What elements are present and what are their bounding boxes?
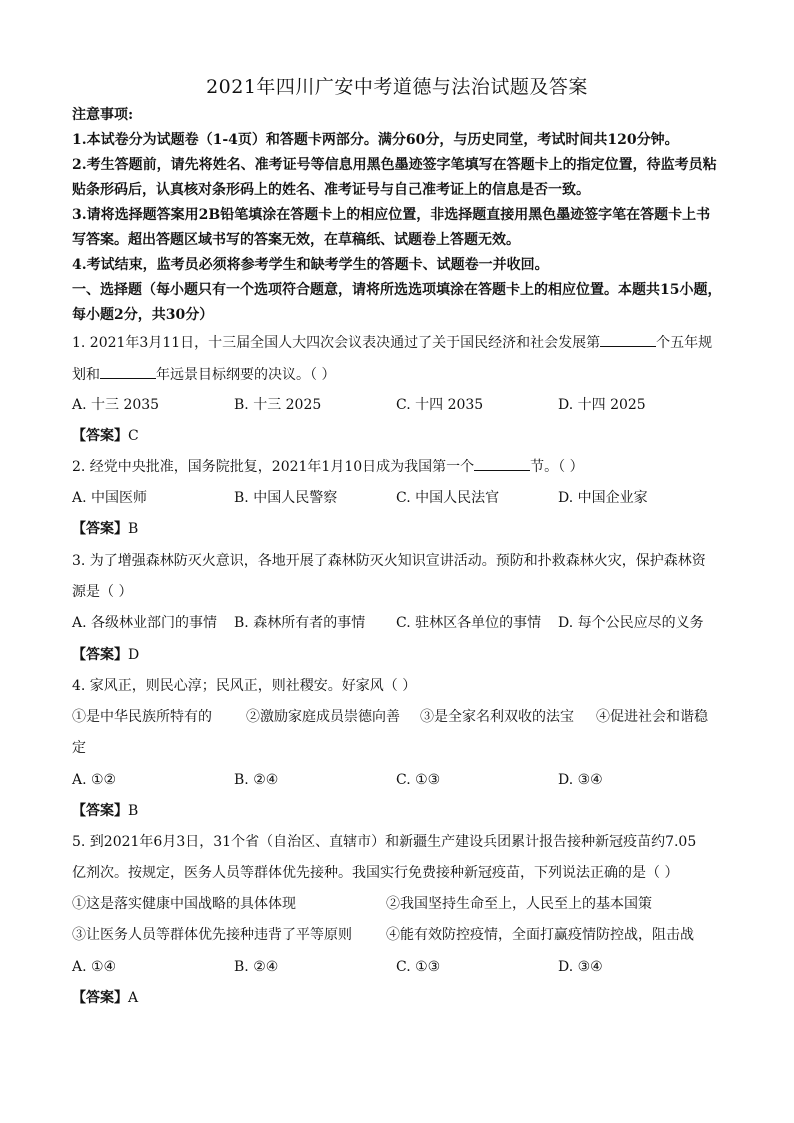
notice-item-2: 2.考生答题前，请先将姓名、准考证号等信息用黑色墨迹签字笔填写在答题卡上的指定位置，待监考员粘 bbox=[72, 157, 717, 173]
question-2-option-b: B. 中国人民警察 bbox=[234, 490, 338, 506]
question-3-option-b: B. 森林所有者的事情 bbox=[234, 615, 366, 631]
question-5-statement-4: ④能有效防控疫情，全面打赢疫情防控战，阻击战 bbox=[386, 927, 694, 943]
question-2-stem bbox=[72, 458, 584, 476]
answer-value: B bbox=[128, 803, 139, 819]
question-2-text-a: 2. 经党中央批准，国务院批复，2021年1月10日成为我国第一个 bbox=[72, 459, 475, 475]
question-2-answer bbox=[72, 520, 138, 538]
question-1-text-b: 个五年规 bbox=[656, 335, 713, 351]
question-5-option-a: A. ①④ bbox=[72, 959, 117, 975]
question-4-statement-4: ④促进社会和谐稳 bbox=[596, 709, 708, 725]
answer-value: C bbox=[128, 428, 139, 444]
question-2-option-d: D. 中国企业家 bbox=[558, 490, 648, 506]
answer-label: 【答案】 bbox=[72, 428, 128, 444]
question-4-option-b: B. ②④ bbox=[234, 772, 279, 788]
question-4-statement-1: ①是中华民族所特有的 bbox=[72, 709, 212, 725]
question-4-stem-tail: 定 bbox=[72, 740, 86, 756]
question-5-answer bbox=[72, 989, 138, 1007]
section-heading-line1: 一、选择题（每小题只有一个选项符合题意，请将所选选项填涂在答题卡上的相应位置。本题共15小题， bbox=[72, 282, 722, 298]
question-3-stem-line2: 源是（ ） bbox=[72, 584, 133, 600]
answer-label: 【答案】 bbox=[72, 647, 128, 663]
fill-blank bbox=[600, 334, 656, 347]
question-2-text-b: 节。（ ） bbox=[530, 459, 584, 475]
notice-item-3-cont: 写答案。超出答题区域书写的答案无效，在草稿纸、试题卷上答题无效。 bbox=[72, 232, 520, 248]
question-5-stem-line2: 亿剂次。按规定，医务人员等群体优先接种。我国实行免费接种新冠疫苗，下列说法正确的是（ ） bbox=[72, 865, 679, 881]
question-4-option-c: C. ①③ bbox=[396, 772, 441, 788]
question-5-stem-line1: 5. 到2021年6月3日，31个省（自治区、直辖市）和新疆生产建设兵团累计报告接种新冠疫苗约7.05 bbox=[72, 834, 697, 850]
question-5-statement-2: ②我国坚持生命至上，人民至上的基本国策 bbox=[386, 896, 652, 912]
question-1-option-c: C. 十四 2035 bbox=[396, 397, 484, 413]
question-1-option-a: A. 十三 2035 bbox=[72, 397, 160, 413]
question-5-option-b: B. ②④ bbox=[234, 959, 279, 975]
notice-item-2-cont: 贴条形码后，认真核对条形码上的姓名、准考证号与自己准考证上的信息是否一致。 bbox=[72, 182, 590, 198]
answer-label: 【答案】 bbox=[72, 521, 128, 537]
question-4-statement-3: ③是全家名利双收的法宝 bbox=[420, 709, 574, 725]
question-4-stem: 4. 家风正，则民心淳；民风正，则社稷安。好家风（ ） bbox=[72, 678, 417, 694]
answer-value: A bbox=[128, 990, 139, 1006]
question-3-stem-line1: 3. 为了增强森林防灭火意识，各地开展了森林防灭火知识宣讲活动。预防和扑救森林火灾，保护森林资 bbox=[72, 553, 706, 569]
answer-label: 【答案】 bbox=[72, 803, 128, 819]
question-5-option-d: D. ③④ bbox=[558, 959, 603, 975]
question-4-option-a: A. ①② bbox=[72, 772, 117, 788]
question-1-stem-line1 bbox=[72, 334, 712, 352]
question-4-answer bbox=[72, 802, 138, 820]
fill-blank bbox=[100, 366, 156, 379]
question-4-option-d: D. ③④ bbox=[558, 772, 603, 788]
question-3-option-d: D. 每个公民应尽的义务 bbox=[558, 615, 704, 631]
notice-item-3: 3.请将选择题答案用2B铅笔填涂在答题卡上的相应位置，非选择题直接用黑色墨迹签字笔在答题卡上书 bbox=[72, 207, 711, 223]
notice-item-1: 1.本试卷分为试题卷（1-4页）和答题卡两部分。满分60分，与历史同堂，考试时间共120分钟。 bbox=[72, 132, 679, 148]
question-1-option-b: B. 十三 2025 bbox=[234, 397, 322, 413]
question-3-answer bbox=[72, 646, 139, 664]
question-5-statement-3: ③让医务人员等群体优先接种违背了平等原则 bbox=[72, 927, 352, 943]
question-4-statement-2: ②激励家庭成员崇德向善 bbox=[246, 709, 400, 725]
question-5-option-c: C. ①③ bbox=[396, 959, 441, 975]
question-5-statement-1: ①这是落实健康中国战略的具体体现 bbox=[72, 896, 296, 912]
question-2-option-a: A. 中国医师 bbox=[72, 490, 148, 506]
answer-label: 【答案】 bbox=[72, 990, 128, 1006]
notice-heading: 注意事项: bbox=[72, 107, 134, 123]
question-1-text-a: 1. 2021年3月11日，十三届全国人大四次会议表决通过了关于国民经济和社会发展第 bbox=[72, 335, 601, 351]
question-3-option-c: C. 驻林区各单位的事情 bbox=[396, 615, 542, 631]
question-2-option-c: C. 中国人民法官 bbox=[396, 490, 500, 506]
question-1-text-c: 划和 bbox=[72, 367, 100, 383]
question-1-answer bbox=[72, 427, 139, 445]
notice-item-4: 4.考试结束，监考员必须将参考学生和缺考学生的答题卡、试题卷一并收回。 bbox=[72, 257, 549, 273]
question-1-option-d: D. 十四 2025 bbox=[558, 397, 646, 413]
section-heading-line2: 每小题2分，共30分） bbox=[72, 307, 214, 323]
document-title: 2021年四川广安中考道德与法治试题及答案 bbox=[206, 76, 588, 98]
answer-value: D bbox=[128, 647, 140, 663]
question-1-stem-line2 bbox=[72, 366, 335, 384]
fill-blank bbox=[474, 458, 530, 471]
answer-value: B bbox=[128, 521, 139, 537]
question-3-option-a: A. 各级林业部门的事情 bbox=[72, 615, 218, 631]
question-1-text-d: 年远景目标纲要的决议。（ ） bbox=[156, 367, 336, 383]
